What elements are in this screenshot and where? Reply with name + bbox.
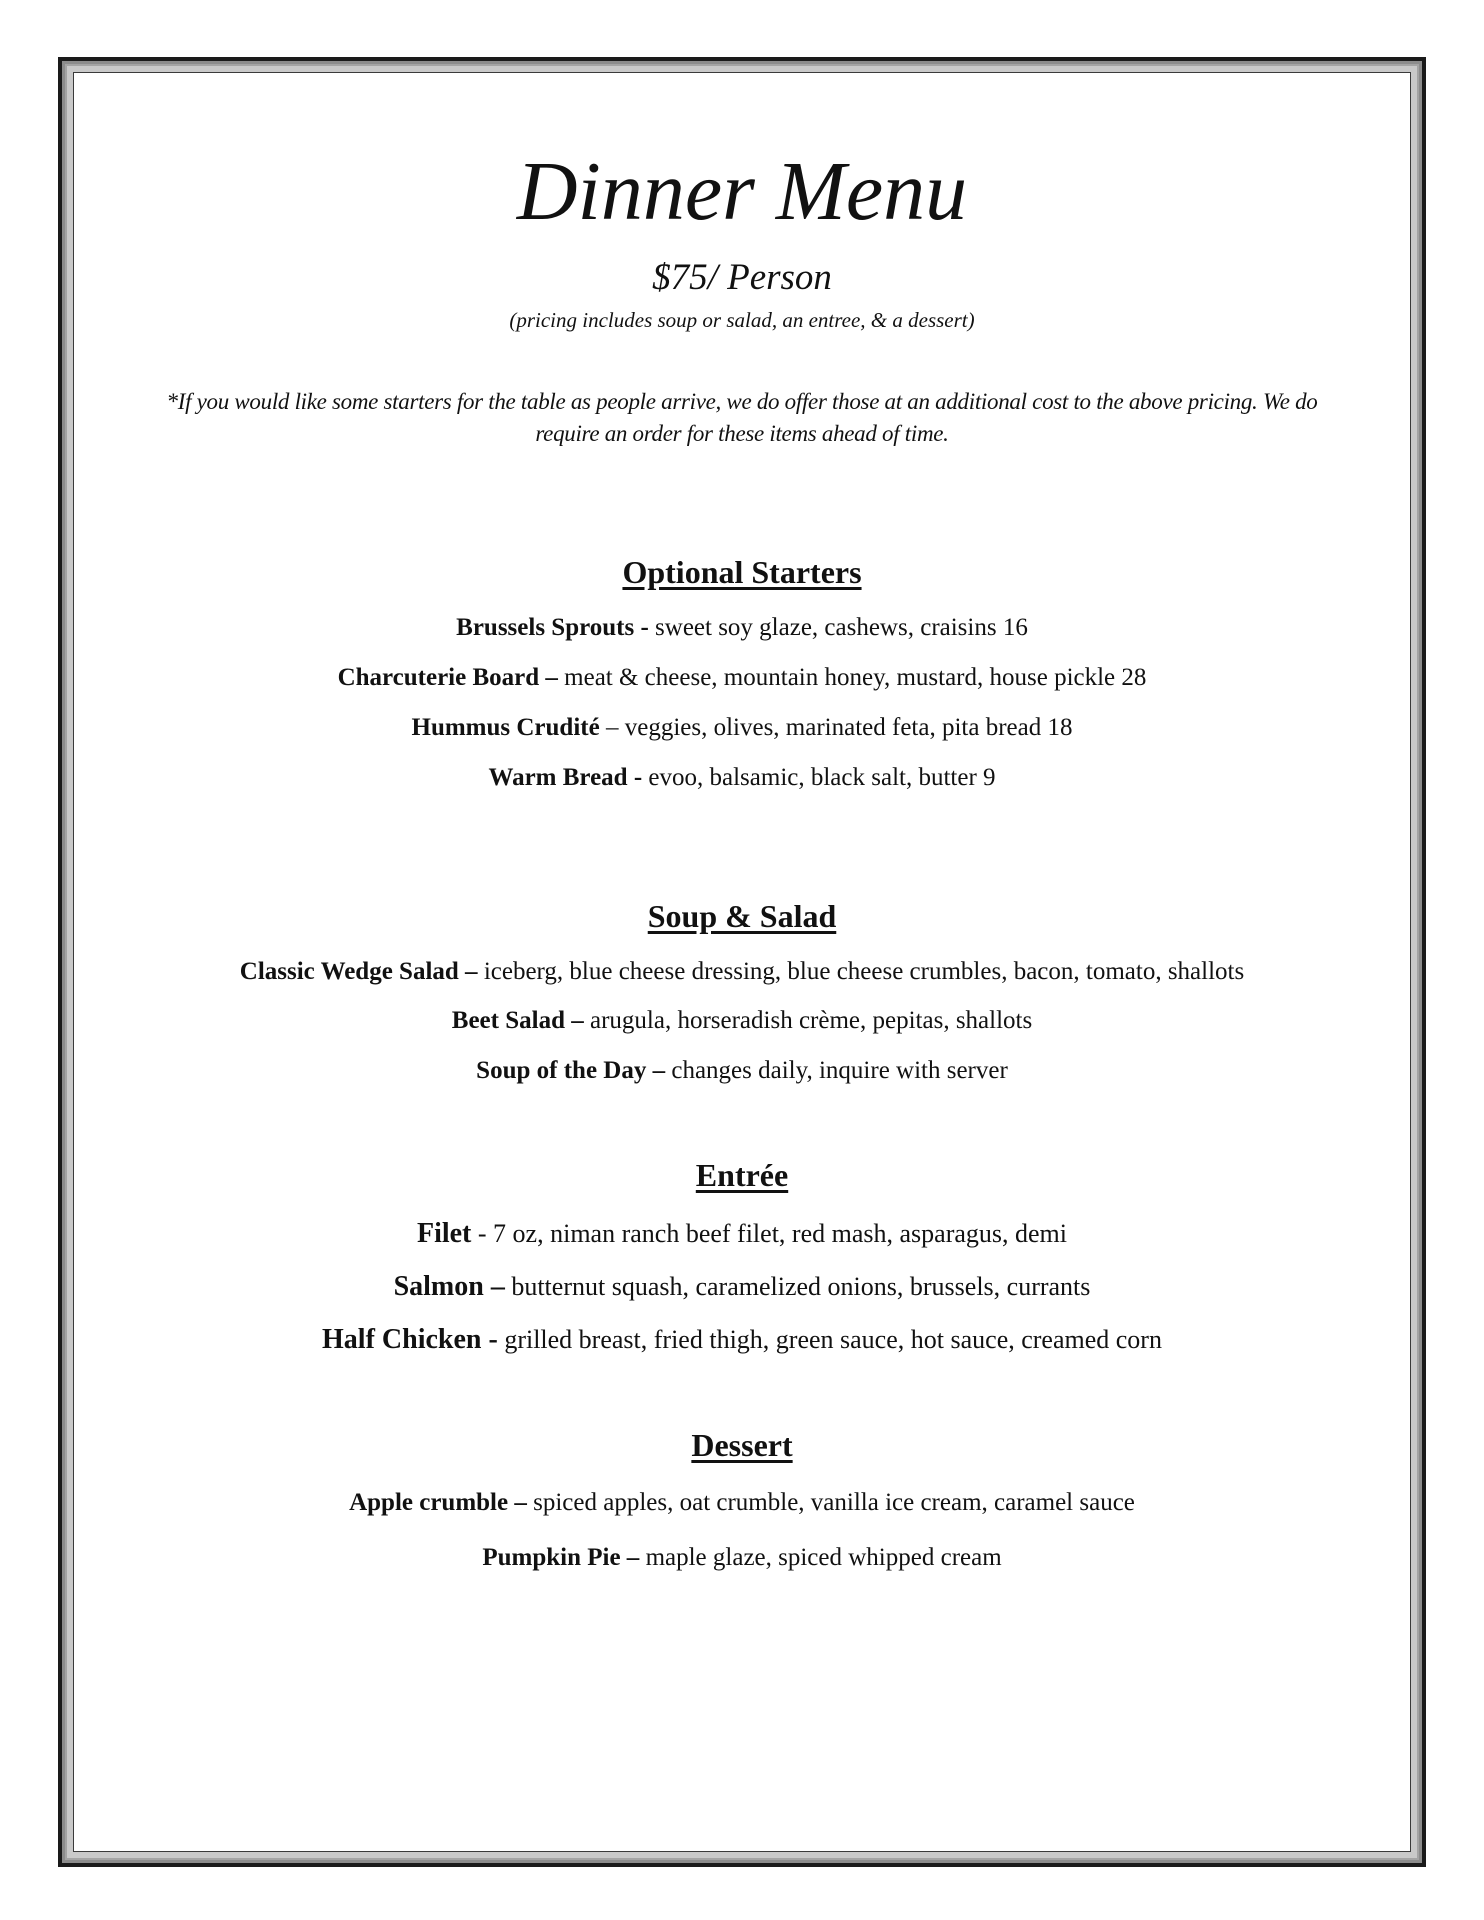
price-note: (pricing includes soup or salad, an entree, & a dessert) — [509, 308, 975, 332]
menu-item-name: Soup of the Day – — [476, 1057, 666, 1084]
menu-item-name: Salmon – — [393, 1271, 505, 1302]
menu-item-description: spiced apples, oat crumble, vanilla ice cream, caramel sauce — [526, 1489, 1135, 1516]
menu-item — [0, 1324, 1484, 1356]
menu-item — [0, 1542, 1484, 1574]
section-heading-starters: Optional Starters — [622, 554, 862, 590]
menu-item-description: – veggies, olives, marinated feta, pita bread 18 — [599, 714, 1073, 741]
price-per-person: $75/ Person — [652, 257, 832, 298]
menu-item — [0, 662, 1484, 694]
menu-item-description: - 7 oz, niman ranch beef filet, red mash, asparagus, demi — [471, 1219, 1068, 1248]
menu-item-name: Classic Wedge Salad – — [239, 958, 478, 985]
menu-item-description: maple glaze, spiced whipped cream — [639, 1544, 1002, 1571]
menu-item — [0, 612, 1484, 644]
menu-item-description: butternut squash, caramelized onions, brussels, currants — [504, 1272, 1091, 1301]
menu-item-description: arugula, horseradish crème, pepitas, shallots — [583, 1007, 1033, 1034]
menu-item — [0, 956, 1484, 988]
starters-notice: *If you would like some starters for the table as people arrive, we do offer those at an additional cost to the above pricing. We do require an order for these items ahead of time. — [166, 389, 1318, 446]
section-heading-soup-salad: Soup & Salad — [647, 898, 837, 934]
menu-item-name: Charcuterie Board – — [337, 664, 558, 691]
menu-item-description: sweet soy glaze, cashews, craisins 16 — [648, 614, 1028, 641]
menu-item-name: Half Chicken - — [322, 1324, 498, 1355]
menu-item-name: Pumpkin Pie – — [482, 1544, 640, 1571]
menu-item-name: Hummus Crudité — [411, 714, 600, 741]
section-heading-entree: Entrée — [695, 1157, 789, 1193]
menu-item — [0, 1487, 1484, 1519]
menu-item-description: evoo, balsamic, black salt, butter 9 — [642, 764, 996, 791]
menu-item-description: meat & cheese, mountain honey, mustard, house pickle 28 — [557, 664, 1147, 691]
menu-item-name: Warm Bread - — [488, 764, 643, 791]
menu-title: Dinner Menu — [516, 145, 968, 238]
menu-item-name: Apple crumble – — [349, 1489, 527, 1516]
menu-item — [0, 712, 1484, 744]
menu-item — [0, 1005, 1484, 1037]
menu-item — [0, 1055, 1484, 1087]
menu-item-name: Beet Salad – — [451, 1007, 584, 1034]
menu-item — [0, 1218, 1484, 1250]
menu-item-description: grilled breast, fried thigh, green sauce, hot sauce, creamed corn — [497, 1325, 1162, 1354]
section-heading-dessert: Dessert — [691, 1427, 793, 1463]
menu-item-description: iceberg, blue cheese dressing, blue cheese crumbles, bacon, tomato, shallots — [477, 958, 1245, 985]
menu-item — [0, 1271, 1484, 1303]
menu-item-name: Brussels Sprouts - — [456, 614, 649, 641]
menu-item-name: Filet — [416, 1218, 472, 1249]
menu-item — [0, 762, 1484, 794]
menu-item-description: changes daily, inquire with server — [665, 1057, 1008, 1084]
